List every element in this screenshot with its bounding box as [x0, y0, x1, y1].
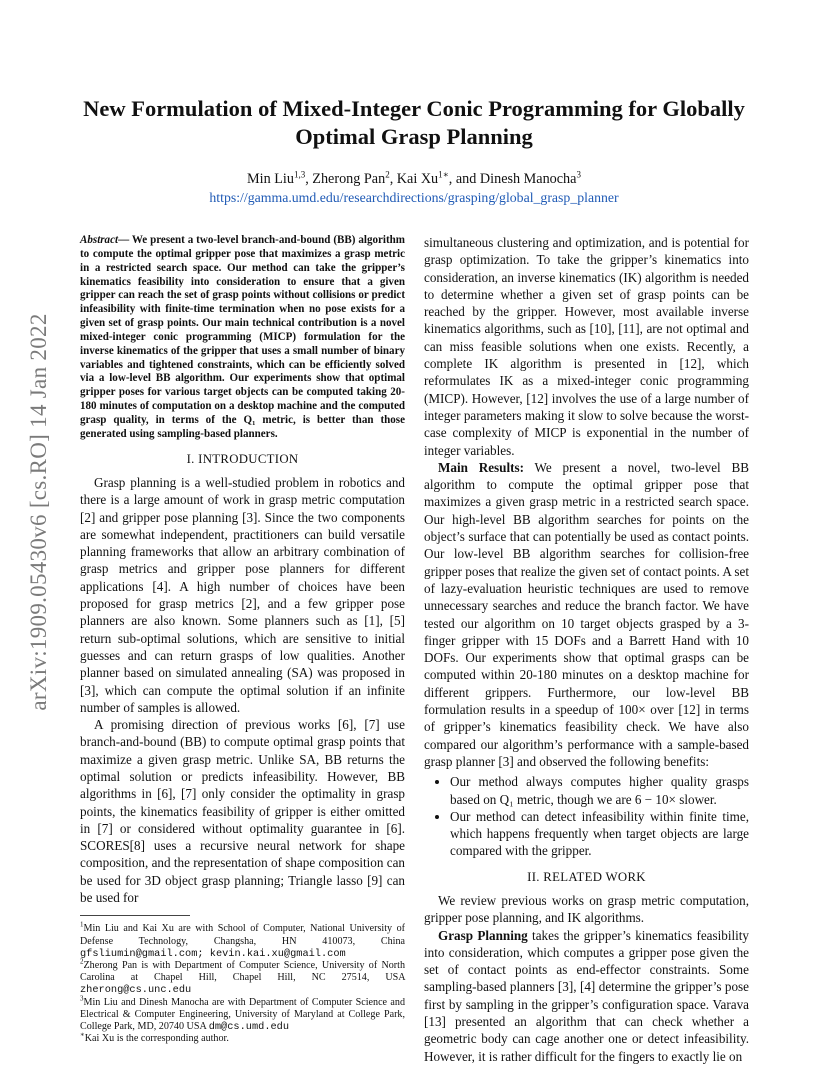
paragraph: Grasp planning is a well-studied problem in robotics and there is a large amount of work in grasp metric computation [2] and gripper pose planning [3]. Since the two components are somewhat independent, practitioners can build versatile planning frameworks that allow an arbitrary combination of grasp metrics and gripper pose planners for different applications [4]. A high number of choices have been proposed for grasp metrics [2], and a few gripper pose planners are also known. Some planners such as [1], [5] return sub-optimal solutions, which are sensitive to initial guesses and can return grasps of low qualities. Another planner based on simulated annealing (SA) was proposed in [3], which can compute the optimal solution if an infinite number of samples is allowed.: [80, 474, 405, 715]
author-name: Kai Xu: [396, 171, 439, 187]
section-heading-related-work: II. RELATED WORK: [527, 869, 646, 884]
footnote: $^3$Min Liu and Dinesh Manocha are with Department of Computer Science and Electrical & Computer Engineering, University of Maryland at College Park, College Park, MD, 20740 USA dm@cs.umd.edu: [80, 994, 405, 1033]
paper-title: New Formulation of Mixed-Integer Conic Programming for Globally Optimal Grasp Planning: [83, 96, 745, 149]
list-item: • Our method always computes higher quality grasps based on Q₁ metric, though we are 6 − 10× slower.: [450, 773, 749, 808]
email: dm@cs.umd.edu: [208, 1021, 290, 1033]
section-heading-introduction: I. INTRODUCTION: [186, 451, 299, 466]
paragraph-grasp-planning: Grasp Planning takes the gripper’s kinematics feasibility into consideration, which computes a gripper pose given the set of contact points as end-effector constraints. Some sampling-based planners [3], [4] determine the gripper’s pose first by sampling in the gripper’s configuration space. Varava [13] presented an algorithm that can check whether a geometric body can cage another one or detect infeasibility. However, it is rather difficult for the fingers to exactly lie on: [424, 927, 749, 1064]
paragraph: We review previous works on grasp metric computation, gripper pose planning, and IK algorithms.: [424, 892, 749, 926]
benefits-list: [424, 773, 749, 859]
right-column: [424, 234, 749, 1065]
abstract-label: Abstract: [80, 234, 119, 246]
abstract-text: — We present a two-level branch-and-bound (BB) algorithm to compute the optimal gripper pose that maximizes a grasp metric in a restricted search space. Our method can take the gripper’s kinematics feasibility into consideration to ensure that a given gripper can reach the set of grasp points without collisions or predict infeasibility with finite-time termination when no pose exists for a given set of grasp points. Our main technical contribution is a novel mixed-integer conic programming (MICP) formulation for the inverse kinematics of the gripper that uses a small number of binary variables and tightened constraints, which can be efficiently solved via a low-level BB algorithm. Our experiments show that optimal gripper poses for various target objects can be computed taking 20-180 minutes of computation on a desktop machine and the computed grasp quality, in terms of the Q₁ metric, is better than those generated using sampling-based planners.: [80, 234, 405, 440]
footnote: ∗Kai Xu is the corresponding author.: [80, 1030, 229, 1045]
footnote: $^2$Zherong Pan is with Department of Computer Science, University of North Carolina at Chapel Hill, Chapel Hill, NC 27514, USA zherong@cs.unc.edu: [80, 957, 405, 997]
author-line: Min Liu$^{1,3}$, Zherong Pan$^2$, Kai $Xu^{1∗}$, and Dinesh Manocha$^3$: [247, 169, 581, 187]
inline-heading: Main Results:: [438, 459, 524, 475]
abstract: [80, 234, 405, 442]
email: gfsliumin@gmail.com; kevin.kai.xu@gmail.com: [80, 947, 346, 960]
list-item: • Our method can detect infeasibility within finite time, which happens frequently when target objects are large compared with the gripper.: [450, 808, 749, 860]
footnote-divider: [80, 915, 190, 916]
paragraph: A promising direction of previous works [6], [7] use branch-and-bound (BB) to compute optimal grasp points that maximize a given grasp metric. Unlike SA, BB returns the optimal solution or predicts infeasibility. However, BB algorithms in [6], [7] only consider the optimality in grasp points, the kinematics feasibility of gripper is either omitted in [7] or considered without optimality guarantee in [6]. SCORES[8] uses a recursive neural network for shape composition, and the representation of shape composition can be used for 3D object grasp planning; Triangle lasso [9] can be used for: [80, 717, 405, 906]
author-name: Min Liu: [247, 171, 294, 187]
footnote: $^1$Min Liu and Kai Xu are with School of Computer, National University of Defense Technology, Changsha, HN 410073, China gfsliumin@gmail.com; kevin.kai.xu@gmail.com: [80, 921, 405, 960]
author-affiliation: 3: [576, 169, 581, 180]
arxiv-sidebar-stamp: [22, 292, 56, 732]
paragraph-main-results: Main Results: We present a novel, two-level BB algorithm to compute the optimal gripper pose that maximizes a given grasp metric in a restricted search space. Our high-level BB algorithm searches for points on the object’s surface that can potentially be used as contact points. Our low-level BB algorithm searches for collision-free gripper poses that realize the given set of contact points. A set of lazy-evaluation heuristic techniques are used to remove unnecessary searches and reduce the branch factor. We have tested our algorithm on 10 target objects grasped by a 3-finger gripper with 15 DOFs and a Barrett Hand with 10 DOFs. Our experiments show that optimal grasps can be computed within 20-180 minutes on a desktop machine for different grippers. Furthermore, our low-level BB formulation results in a speedup of 100× over [12] in terms of gripper’s kinematics feasibility check. We have also compared our algorithm’s performance with a sample-based grasp planner [3] and observed the following benefits:: [424, 459, 749, 769]
author-name: Zherong Pan: [312, 171, 386, 187]
project-url-link[interactable]: https://gamma.umd.edu/researchdirections/grasping/global_grasp_planner: [209, 190, 619, 205]
paragraph: simultaneous clustering and optimization, and is potential for grasp optimization. To take the gripper’s kinematics into consideration, an inverse kinematics (IK) algorithm is needed to determine whether a given set of grasp points can be reached by the gripper. However, most available inverse kinematics algorithms, such as [10], [11], are not optimal and can miss feasible solutions when one exists. Recently, a complete IK algorithm is presented in [12], which reformulates IK as a mixed-integer conic programming (MICP). However, [12] involves the use of a large number of integer parameters making it slow to solve because the worst-case complexity of MICP is exponential in the number of integer variables.: [424, 235, 749, 458]
arxiv-id: arXiv:1909.05430v6 [cs.RO] 14 Jan 2022: [26, 313, 51, 711]
author-affiliation: 1,3: [293, 169, 306, 180]
inline-heading: Grasp Planning: [438, 927, 528, 943]
left-column: [80, 234, 405, 1045]
author-affiliation: 2: [385, 169, 390, 180]
author-name: Dinesh Manocha: [479, 171, 577, 187]
author-affiliation: 1∗: [438, 169, 449, 180]
email: zherong@cs.unc.edu: [80, 984, 192, 997]
